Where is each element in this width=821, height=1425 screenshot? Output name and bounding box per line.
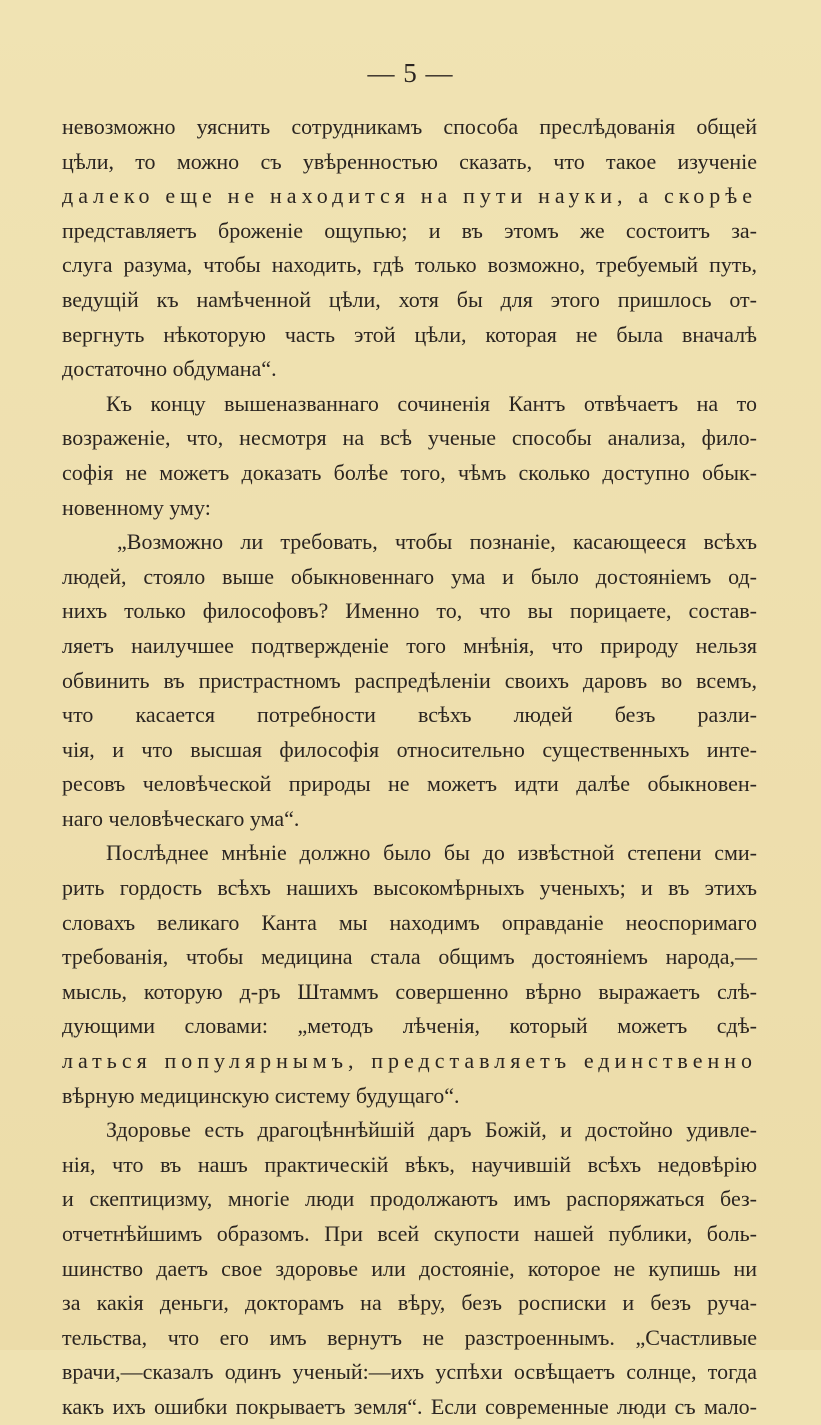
text-line: софія не можетъ доказать болѣе того, чѣмъ сколько доступно обык- xyxy=(62,459,757,485)
text-line: что касается потребности всѣхъ людей безъ разли- xyxy=(62,702,757,728)
paragraph-start: Послѣднее мнѣніе должно было бы до извѣстной степени сми- xyxy=(106,840,757,866)
body-text xyxy=(62,110,757,1425)
text-line: нія, что въ нашъ практическій вѣкъ, научившій всѣхъ недовѣрію xyxy=(62,1151,757,1177)
text-line: людей, стояло выше обыкновеннаго ума и было достояніемъ од- xyxy=(62,563,757,589)
text-line: отчетнѣйшимъ образомъ. При всей скупости нашей публики, боль- xyxy=(62,1221,757,1246)
text-line: достаточно обдумана“. xyxy=(62,356,277,382)
text-line: новенному уму: xyxy=(62,494,211,520)
text-line: требованія, чтобы медицина стала общимъ достояніемъ народа,— xyxy=(62,944,757,970)
text-line: шинство даетъ свое здоровье или достояніе, которое не купишь ни xyxy=(62,1255,757,1281)
page-number: — 5 — xyxy=(367,58,454,88)
text-line: чія, и что высшая философія относительно существенныхъ инте- xyxy=(62,736,757,762)
text-line: цѣли, то можно съ увѣренностью сказать, что такое изученіе xyxy=(62,148,757,174)
text-line: врачи,—сказалъ одинъ ученый:—ихъ успѣхи освѣщаетъ солнце, тогда xyxy=(62,1359,757,1385)
quote-start: „Возможно ли требовать, чтобы познаніе, касающееся всѣхъ xyxy=(117,529,757,555)
text-line: рить гордость всѣхъ нашихъ высокомѣрныхъ ученыхъ; и въ этихъ xyxy=(62,875,757,901)
text-line: какъ ихъ ошибки покрываетъ земля“. Если современные люди съ мало- xyxy=(62,1393,757,1419)
text-line: латься популярнымъ, представляетъ единственно xyxy=(62,1048,757,1074)
text-line: возраженіе, что, несмотря на всѣ ученые способы анализа, фило- xyxy=(62,425,757,451)
paragraph-start: Къ концу вышеназваннаго сочиненія Кантъ отвѣчаетъ на то xyxy=(106,390,757,416)
text-line: за какія деньги, докторамъ на вѣру, безъ росписки и безъ руча- xyxy=(62,1290,757,1316)
text-line: и скептицизму, многіе люди продолжаютъ имъ распоряжаться без- xyxy=(62,1186,757,1212)
paragraph-start: Здоровье есть драгоцѣннѣйшій даръ Божій, и достойно удивле- xyxy=(106,1117,757,1143)
text-line: мысль, которую д-ръ Штаммъ совершенно вѣрно выражаетъ слѣ- xyxy=(62,978,757,1004)
text-line: словахъ великаго Канта мы находимъ оправданіе неоспоримаго xyxy=(62,909,757,935)
text-line: далеко еще не находится на пути науки, а скорѣе xyxy=(62,183,757,209)
text-line: вергнуть нѣкоторую часть этой цѣли, которая не была вначалѣ xyxy=(62,321,757,347)
text-line: ляетъ наилучшее подтвержденіе того мнѣнія, что природу нельзя xyxy=(62,632,757,658)
text-line: невозможно уяснить сотрудникамъ способа преслѣдованія общей xyxy=(62,114,757,139)
text-line: представляетъ броженіе ощупью; и въ этомъ же состоитъ за- xyxy=(62,217,757,243)
text-line: ресовъ человѣческой природы не можетъ идти далѣе обыкновен- xyxy=(62,771,757,797)
text-line: тельства, что его имъ вернутъ не разстроеннымъ. „Счастливые xyxy=(62,1324,757,1350)
text-line: слуга разума, чтобы находить, гдѣ только возможно, требуемый путь, xyxy=(62,252,757,278)
text-line: нихъ только философовъ? Именно то, что вы порицаете, состав- xyxy=(62,598,757,624)
text-line: ведущій къ намѣченной цѣли, хотя бы для этого пришлось от- xyxy=(62,286,757,312)
text-line: дующими словами: „методъ лѣченія, который можетъ сдѣ- xyxy=(62,1013,757,1039)
text-line: обвинить въ пристрастномъ распредѣленіи своихъ даровъ во всемъ, xyxy=(62,667,757,693)
text-line: наго человѣческаго ума“. xyxy=(62,805,300,831)
text-line: вѣрную медицинскую систему будущаго“. xyxy=(62,1082,460,1108)
